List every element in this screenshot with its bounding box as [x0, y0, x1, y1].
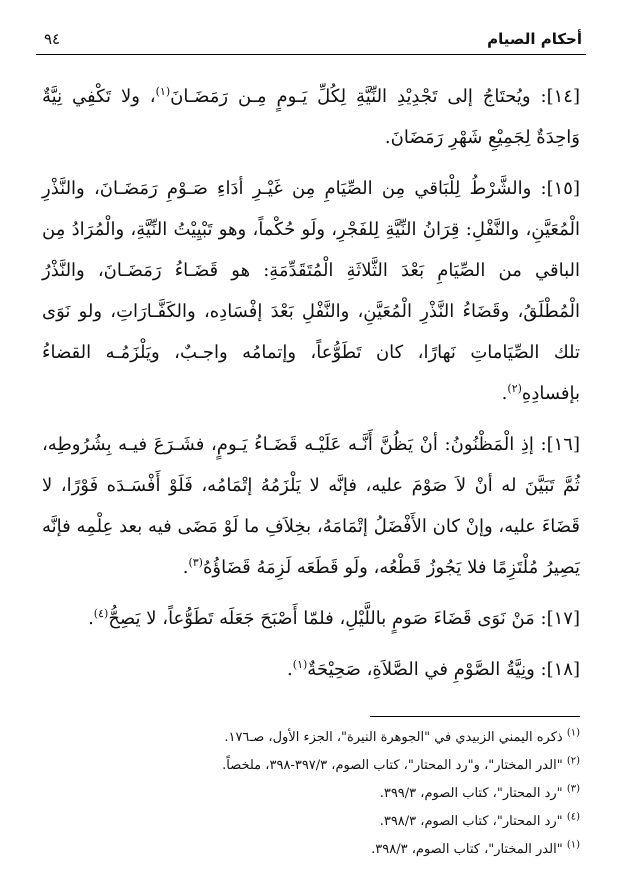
paragraph-number: [١٥] [546, 178, 580, 199]
running-title: أحكام الصيام [487, 30, 582, 48]
footnote [42, 780, 580, 808]
footnote-mark: (١) [566, 727, 580, 739]
footnote-text: ذكره اليمني الزبيدي في "الجوهرة النيرة"، الجزء الأول، صـ١٧٦. [224, 730, 567, 745]
footnote-text: "رد المحتار"، كتاب الصوم، ٣٩٩/٣. [379, 786, 567, 801]
page-number: ٩٤ [44, 30, 61, 48]
footnote [42, 808, 580, 836]
footnote [42, 836, 580, 864]
paragraph-number: [١٦] [546, 434, 580, 455]
footnote-ref: (٤) [93, 607, 109, 620]
paragraph-text: : والشَّرْطُ لِلْبَاقي مِن الصِّيَامِ مِن غَيْـرِ أدَاءِ صَـوْمِ رَمَضَـانَ، والنَّذْرِ الْمُعَيَّنِ، والنَّفْلِ: قِرَانُ النِّيَّةِ لِلفَجْرِ، ولَو حُكْماً، وهو تَبْيِيْتُ النِّيَّةِ، والْمُرَادُ مِن الباقي من الصِّيَامِ بَعْدَ الثَّلاثَةِ الْمُتَقَدِّمَةِ: هو قَضَـاءُ رَمَضَـانَ، والنَّذْرُ الْمُطْلَقُ، وقَضَاءُ النَّذْرِ الْمُعَيَّنِ، والنَّفْلِ بَعْدَ إفْسَادِه، والكَفَّـارَاتِ، ولو نَوَى تلك الصِّيَاماتِ نَهارًا، كان تَطَوُّعاً، وإتمامُه واجـبٌ، ويَلْزَمُـه القضاءُ بإفسادِهِ [42, 178, 580, 404]
paragraph-text: : مَنْ نَوَى قَضَاءَ صَومٍ باللَّيْلِ، فلمّا أَصْبَحَ جَعَلَه تَطَوُّعاً، لا يَصِحُّ [108, 608, 547, 629]
paragraph-15 [42, 168, 580, 414]
book-page [36, 0, 586, 893]
footnote-mark: (٣) [566, 783, 580, 795]
paragraph-18 [42, 649, 580, 690]
paragraph-tail: . [501, 383, 508, 404]
footnote-ref: (١) [155, 85, 171, 98]
footnote-ref: (١) [292, 658, 308, 671]
footnote-mark: (٢) [566, 755, 580, 767]
paragraph-16 [42, 424, 580, 588]
footnote-text: "الدر المختار"، كتاب الصوم، ٣٩٨/٣. [371, 842, 567, 857]
paragraph-14 [42, 76, 580, 158]
paragraph-number: [١٨] [546, 659, 580, 680]
paragraph-number: [١٧] [546, 608, 580, 629]
footnote-ref: (٢) [507, 382, 522, 395]
footnote-ref: (٣) [188, 556, 203, 569]
paragraph-tail: ، ولا تَكْفِي نِيَّةٌ وَاحِدَةٌ لِجَمِيْعِ شَهْرِ رَمَضَانَ. [42, 86, 580, 148]
main-text [42, 76, 580, 700]
footnote-mark: (١) [566, 839, 580, 851]
paragraph-number: [١٤] [546, 86, 580, 107]
paragraph-text: : إذِ الْمَظْنُونُ: أنْ يَظُنَّ أَنَّـه عَلَيْـه قَضَـاءُ يَـومٍ، فشَـرَعَ فيـه بِشُرُوطِه، ثُمَّ تَبَيَّنَ له أنْ لاَ صَوْمَ عليه، فإنَّه لا يَلْزَمُهُ إتْمَامُه، فَلَوْ أَفْسَـدَه فَوْرًا، لا قَضَاءَ عليه، وإنْ كان الأَفْضَلُ إتْمَامَهُ، بخِلاَفِ ما لَوْ مَضَى فيه بعد عِلْمِه فإنَّه يَصِيرُ مُلْتَزِمًا فلا يَجُوزُ قَطْعُه، ولَو قَطَعَه لَزِمَهُ قَضَاؤُهُ [42, 434, 580, 578]
paragraph-text: : ونِيَّةُ الصَّوْمِ في الصَّلاَةِ، صَحِيْحَةٌ [307, 659, 547, 680]
footnote [42, 724, 580, 752]
footnote-text: "الدر المختار"، و"رد المحتار"، كتاب الصوم، ٣٩٧/٣-٣٩٨، ملخصاً. [222, 758, 567, 773]
paragraph-tail: . [182, 557, 189, 578]
footnote-mark: (٤) [566, 811, 580, 823]
footnote [42, 752, 580, 780]
paragraph-tail: . [88, 608, 94, 629]
paragraph-tail: . [287, 659, 293, 680]
footnotes [42, 724, 580, 864]
paragraph-text: : ويُحتَاجُ إلى تَجْدِيْدِ النِّيَّةِ لِكُلِّ يَـومٍ مِـن رَمَضَـانَ [170, 86, 547, 107]
footnote-text: "رد المحتار"، كتاب الصوم، ٣٩٨/٣. [379, 814, 567, 829]
paragraph-17 [42, 598, 580, 639]
footnote-divider [370, 716, 580, 717]
page-header [36, 28, 586, 55]
